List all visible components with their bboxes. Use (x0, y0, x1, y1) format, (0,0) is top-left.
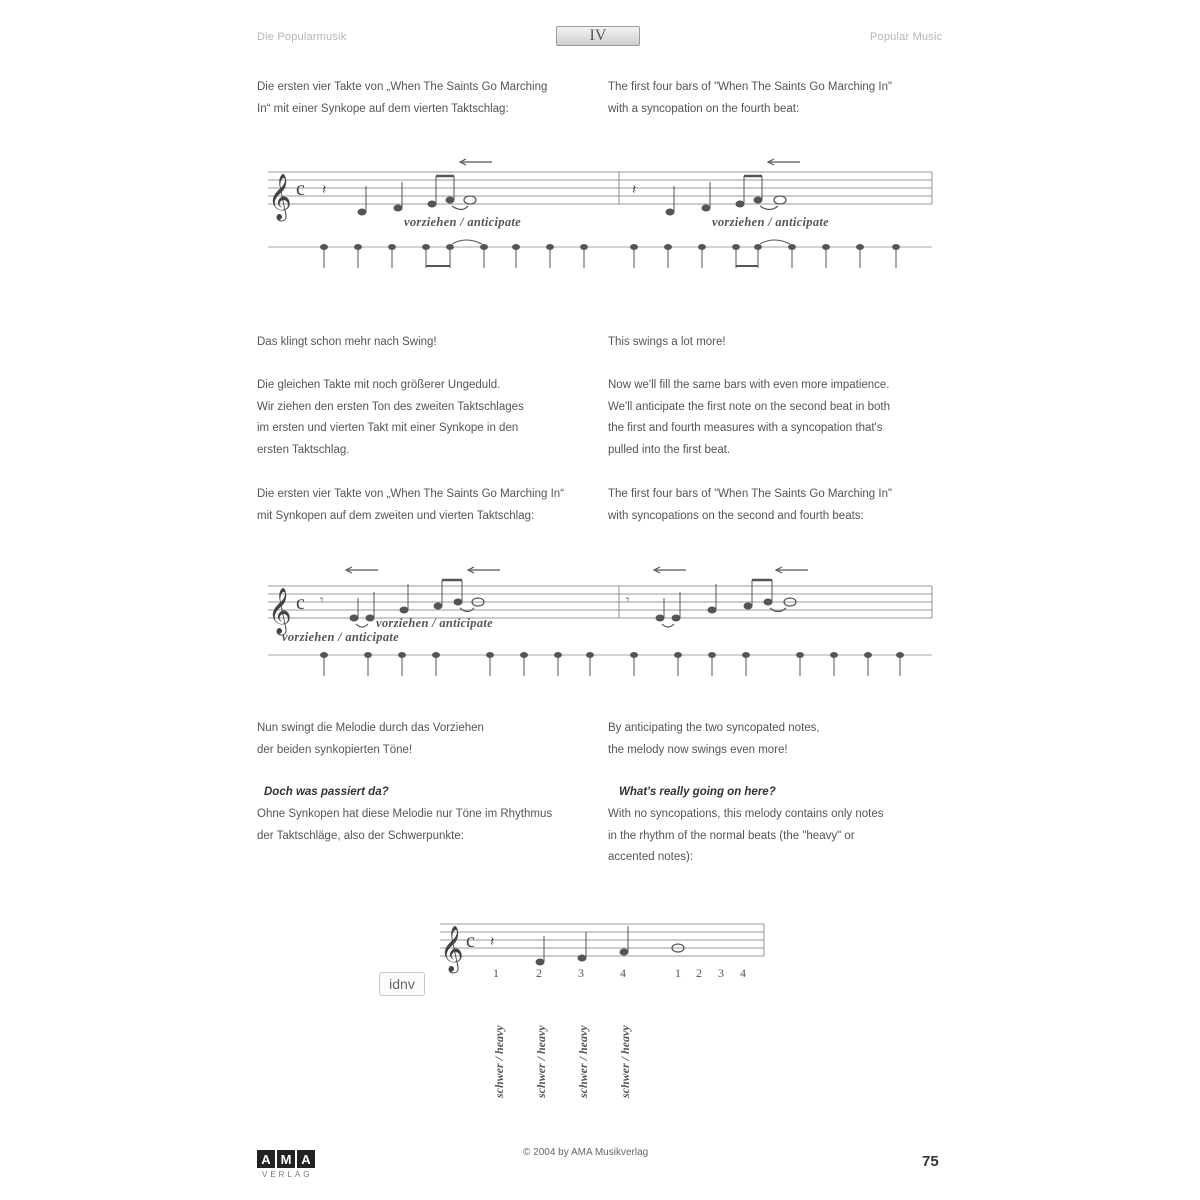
section3-german-2: Ohne Synkopen hat diese Melodie nur Töne im Rhythmus der Taktschläge, also der Schwerpunkte: (257, 808, 553, 842)
header-left: Die Popularmusik (257, 31, 347, 43)
section2-english-3: The first four bars of "When The Saints Go Marching In" with syncopations on the second and fourth beats: (608, 488, 893, 522)
svg-text:c: c (296, 592, 305, 614)
section3-english-2: With no syncopations, this melody contains only notes in the rhythm of the normal beats (the "heavy" or accented notes): (608, 808, 884, 863)
beat-number: 2 (536, 966, 542, 980)
svg-text:M: M (280, 1152, 292, 1167)
section2-english-1: This swings a lot more! (608, 336, 726, 348)
section1-english: The first four bars of "When The Saints Go Marching In" with a syncopation on the fourth beat: (608, 81, 893, 115)
section1-german: Die ersten vier Takte von „When The Saints Go Marching In“ mit einer Synkope auf dem vierten Taktschlag: (257, 81, 548, 115)
svg-text:𝄾: 𝄾 (320, 593, 324, 608)
beat-number: 4 (740, 966, 746, 980)
beat-number: 3 (718, 966, 724, 980)
treble-clef-icon: 𝄞 (440, 926, 464, 972)
section2-english-2: Now we'll fill the same bars with even more impatience. We'll anticipate the first note on the second beat in both the first and fourth measures with a syncopation that's pulled into the first beat. (608, 379, 890, 456)
chapter-badge: IV (556, 26, 640, 46)
staff2-anticipate-label-1: vorziehen / anticipate (376, 616, 494, 630)
heavy-label: schwer / heavy (576, 1025, 590, 1098)
svg-text:𝄽: 𝄽 (632, 182, 637, 198)
staff1-anticipate-label-2: vorziehen / anticipate (712, 215, 830, 229)
treble-clef-icon: 𝄞 (268, 588, 292, 634)
svg-text:𝄽: 𝄽 (322, 182, 327, 198)
section3-german-1: Nun swingt die Melodie durch das Vorziehen der beiden synkopierten Töne! (257, 722, 484, 756)
svg-text:𝄾: 𝄾 (626, 593, 630, 608)
svg-text:c: c (296, 178, 305, 200)
svg-text:𝄽: 𝄽 (490, 934, 495, 950)
beat-number: 4 (620, 966, 626, 980)
section3-german-question: Doch was passiert da? (264, 786, 389, 798)
heavy-label: schwer / heavy (534, 1025, 548, 1098)
beat-number: 1 (493, 966, 499, 980)
section3-english-question: What's really going on here? (619, 786, 776, 798)
copyright: © 2004 by AMA Musikverlag (523, 1147, 649, 1158)
svg-text:A: A (301, 1152, 311, 1167)
heavy-label: schwer / heavy (618, 1025, 632, 1098)
heavy-label: schwer / heavy (492, 1025, 506, 1098)
logo-subtitle: VERLAG (262, 1170, 313, 1179)
section2-german-2: Die gleichen Takte mit noch größerer Ungeduld. Wir ziehen den ersten Ton des zweiten Taktschlages im ersten und vierten Takt mit einer Synkope in den ersten Taktschlag. (257, 379, 524, 456)
beat-number: 2 (696, 966, 702, 980)
header-right: Popular Music (870, 31, 943, 43)
staff1-anticipate-label-1: vorziehen / anticipate (404, 215, 522, 229)
staff2-anticipate-label-2: vorziehen / anticipate (282, 630, 400, 644)
treble-clef-icon: 𝄞 (268, 174, 292, 220)
page-number: 75 (922, 1153, 939, 1170)
section2-german-3: Die ersten vier Takte von „When The Saints Go Marching In“ mit Synkopen auf dem zweiten und vierten Taktschlag: (257, 488, 565, 522)
section3-english-1: By anticipating the two syncopated notes, the melody now swings even more! (608, 722, 820, 756)
beat-number: 3 (578, 966, 584, 980)
watermark: idnv (379, 972, 425, 996)
beat-number: 1 (675, 966, 681, 980)
svg-text:A: A (261, 1152, 271, 1167)
section2-german-1: Das klingt schon mehr nach Swing! (257, 336, 437, 348)
svg-text:c: c (466, 930, 475, 952)
